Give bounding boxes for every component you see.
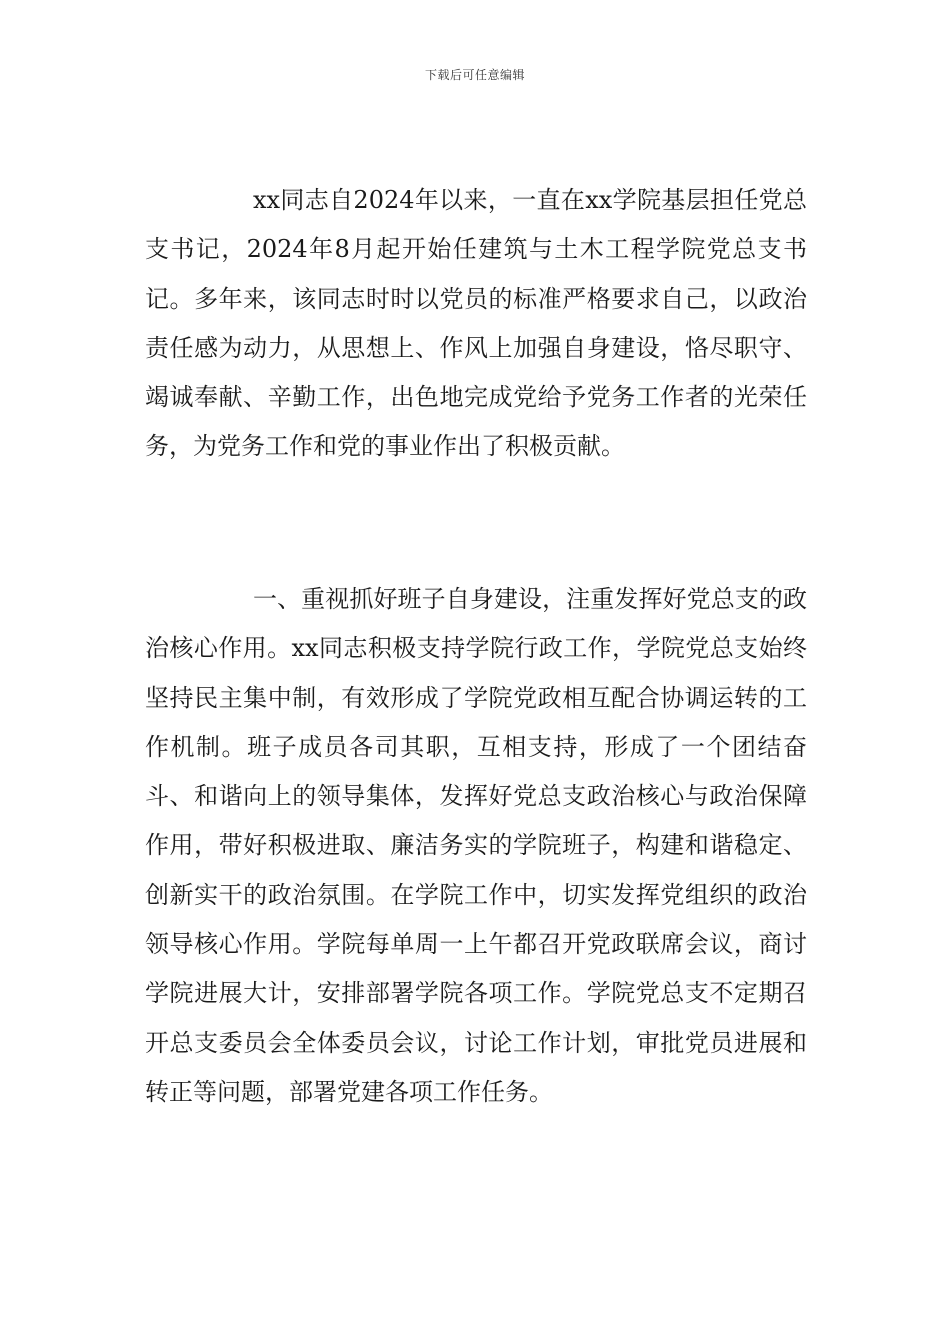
header-note: 下载后可任意编辑 <box>424 68 525 82</box>
body-paragraph: xx同志自2024年以来，一直在xx学院基层担任党总支书记，2024年8月起开始任建筑与土木工程学院党总支书记。多年来，该同志时时以党员的标准严格要求自己，以政治责任感为动力，从思想上、作风上加强自身建设，恪尽职守、竭诚奉献、辛勤工作，出色地完成党给予党务工作者的光荣任务，为党务工作和党的事业作出了积极贡献。 <box>145 186 807 461</box>
body-paragraph: 一、重视抓好班子自身建设，注重发挥好党总支的政治核心作用。xx同志积极支持学院行政工作，学院党总支始终坚持民主集中制，有效形成了学院党政相互配合协调运转的工作机制。班子成员各司其职，互相支持，形成了一个团结奋斗、和谐向上的领导集体，发挥好党总支政治核心与政治保障作用，带好积极进取、廉洁务实的学院班子，构建和谐稳定、创新实干的政治氛围。在学院工作中，切实发挥党组织的政治领导核心作用。学院每单周一上午都召开党政联席会议，商讨学院进展大计，安排部署学院各项工作。学院党总支不定期召开总支委员会全体委员会议，讨论工作计划，审批党员进展和转正等问题，部署党建各项工作任务。 <box>145 585 807 1106</box>
